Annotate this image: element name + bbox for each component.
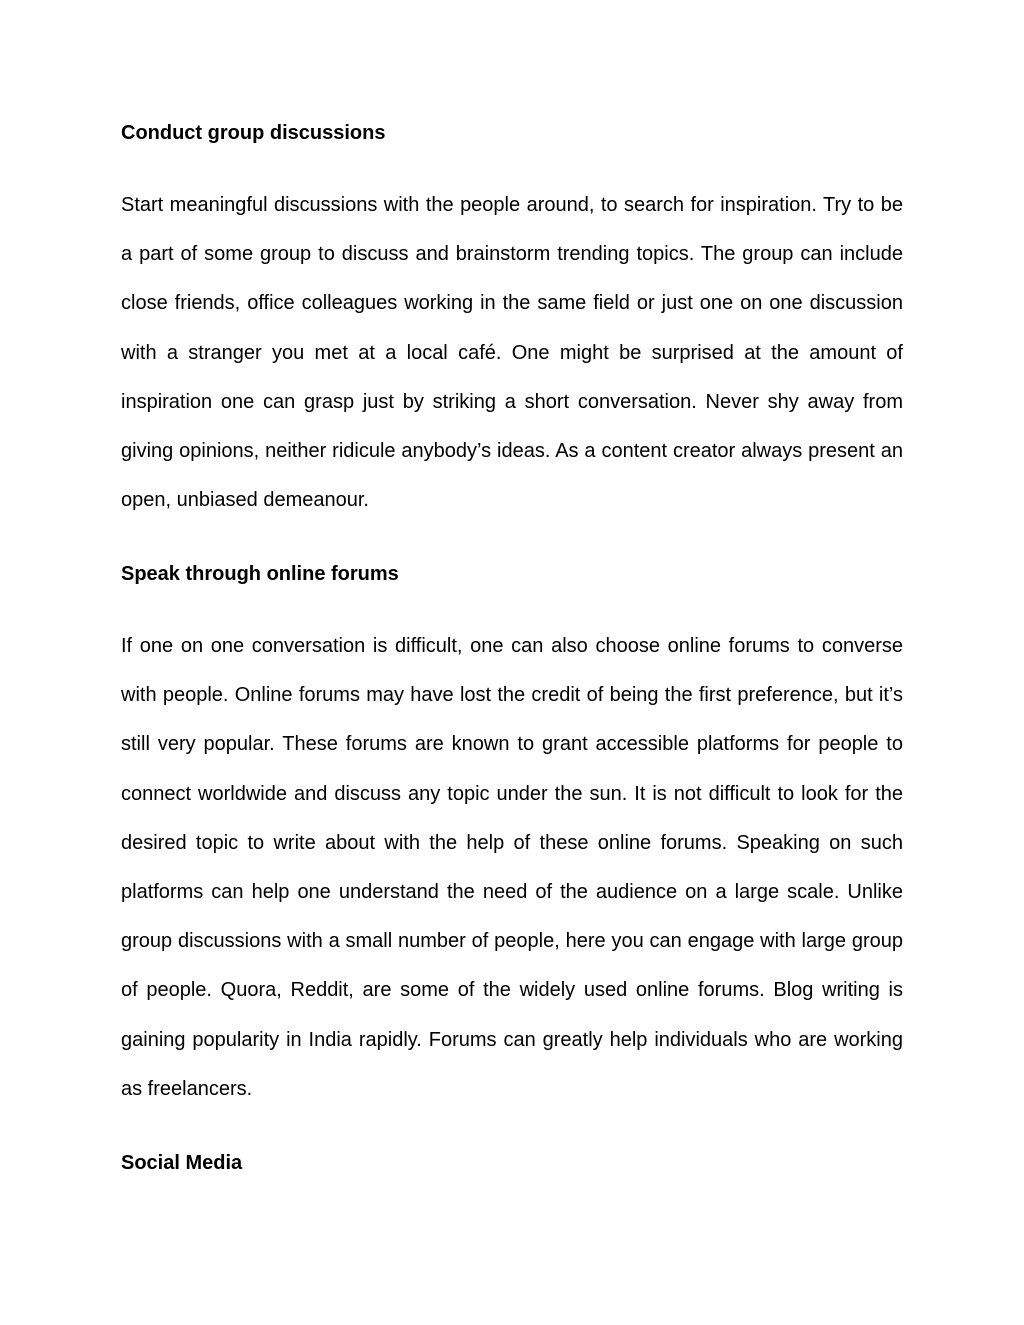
section-body-online-forums: If one on one conversation is difficult, one can also choose online forums to converse with people. Online forums may have lost the credit of being the first preference, but it’s still very popular. These forums are known to grant accessible platforms for people to connect worldwide and discuss any topic under the sun. It is not difficult to look for the desired topic to write about with the help of these online forums. Speaking on such platforms can help one understand the need of the audience on a large scale. Unlike group discussions with a small number of people, here you can engage with large group of people. Quora, Reddit, are some of the widely used online forums. Blog writing is gaining popularity in India rapidly. Forums can greatly help individuals who are working as freelancers. xyxy=(121,635,903,1100)
section-body-group-discussions: Start meaningful discussions with the people around, to search for inspiration. Try to be a part of some group to discuss and brainstorm trending topics. The group can include close friends, office colleagues working in the same field or just one on one discussion with a stranger you met at a local café. One might be surprised at the amount of inspiration one can grasp just by striking a short conversation. Never shy away from giving opinions, neither ridicule anybody’s ideas. As a content creator always present an open, unbiased demeanour. xyxy=(121,194,903,512)
document-page xyxy=(121,0,903,1325)
section-heading-online-forums: Speak through online forums xyxy=(121,563,399,585)
section-heading-group-discussions: Conduct group discussions xyxy=(121,122,386,144)
section-heading-social-media: Social Media xyxy=(121,1152,243,1174)
